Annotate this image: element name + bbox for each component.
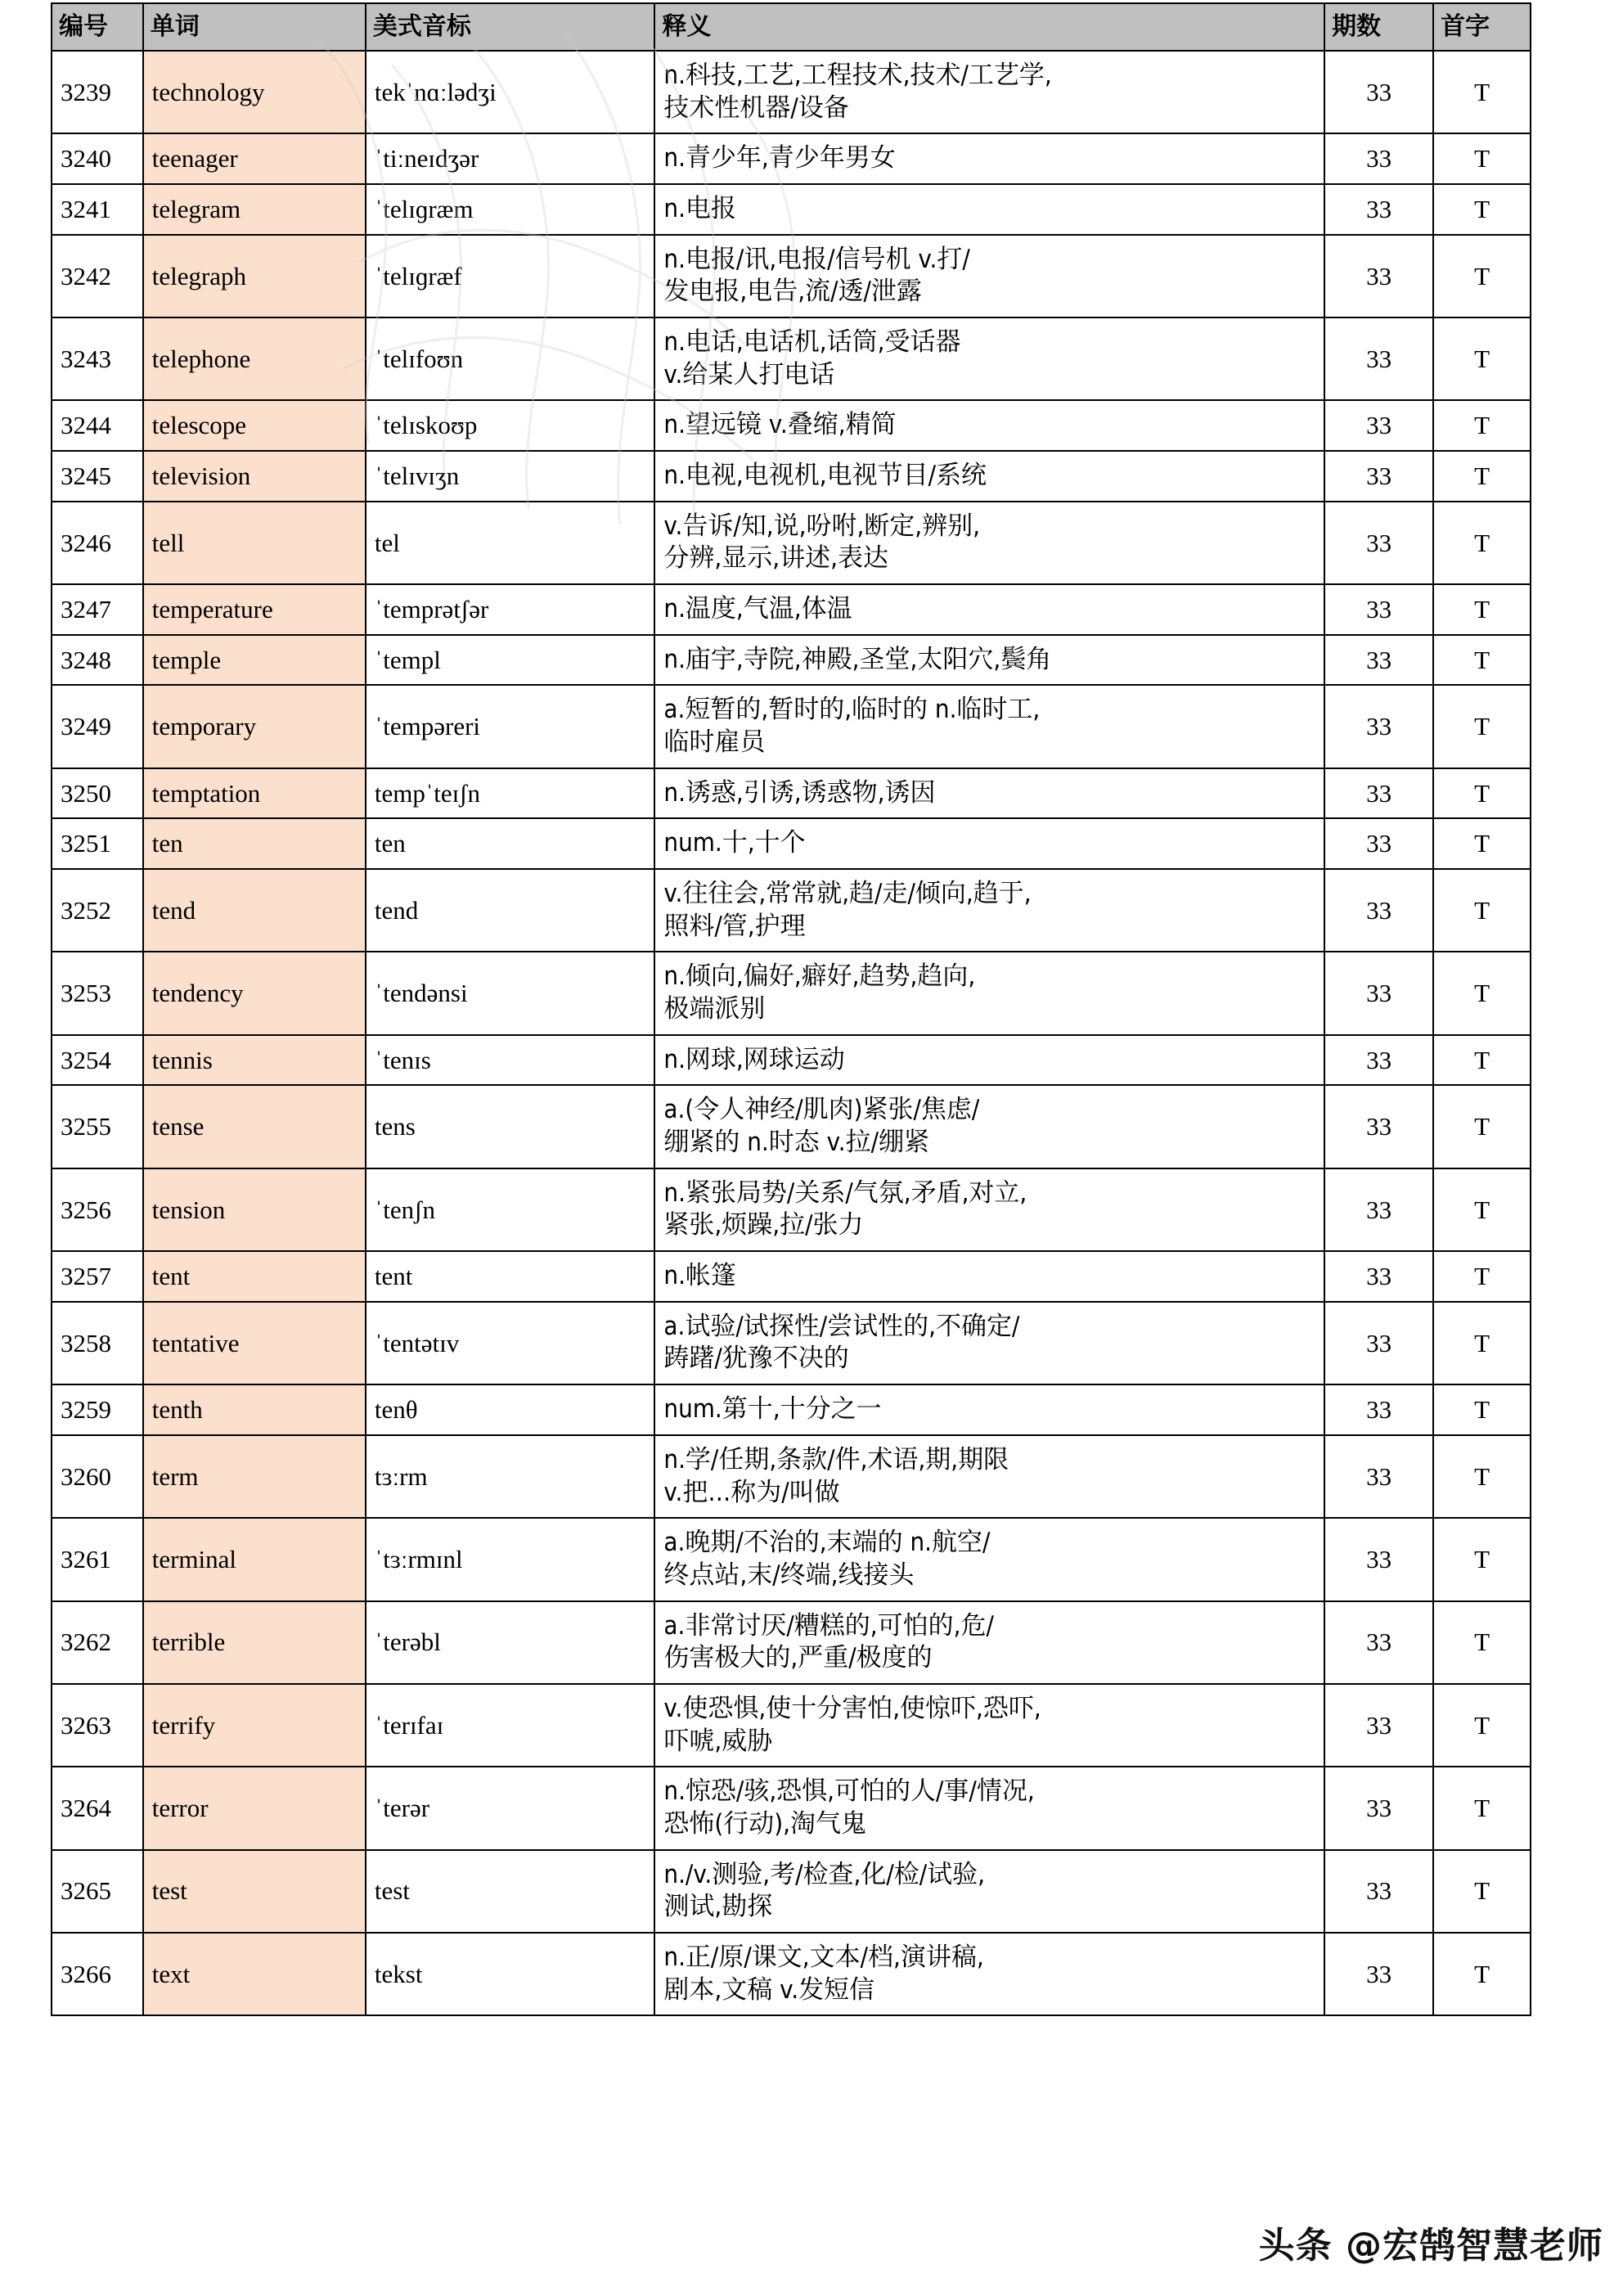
cell-word: tension — [143, 1168, 366, 1251]
cell-ipa: ˈtenɪs — [366, 1035, 654, 1086]
table-row — [52, 1085, 1531, 1168]
definition-line: 发电报,电告,流/透/泄露 — [663, 277, 922, 307]
table-row — [52, 184, 1531, 235]
cell-definition — [654, 685, 1324, 768]
table-row — [52, 1684, 1531, 1767]
cell-definition — [654, 317, 1324, 400]
cell-id: 3246 — [52, 502, 143, 584]
cell-initial: T — [1433, 818, 1531, 869]
cell-id: 3240 — [52, 133, 143, 184]
column-header-id: 编号 — [52, 3, 143, 51]
cell-word: temple — [143, 635, 366, 686]
definition-line: n.青少年,青少年男女 — [663, 143, 896, 173]
cell-word: terminal — [143, 1518, 366, 1600]
cell-initial: T — [1433, 1085, 1531, 1168]
cell-issue: 33 — [1324, 1302, 1433, 1384]
definition-line: a.非常讨厌/糟糕的,可怕的,危/ — [663, 1610, 994, 1641]
cell-definition — [654, 502, 1324, 584]
cell-definition — [654, 1684, 1324, 1767]
cell-ipa: ˈtelɪɡræm — [366, 184, 654, 235]
cell-ipa: ˈtenʃn — [366, 1168, 654, 1251]
cell-issue: 33 — [1324, 1251, 1433, 1302]
cell-ipa: ˈtiːneɪdʒər — [366, 133, 654, 184]
cell-initial: T — [1433, 317, 1531, 400]
cell-issue: 33 — [1324, 818, 1433, 869]
cell-definition — [654, 1850, 1324, 1933]
cell-word: telephone — [143, 317, 366, 400]
table-row — [52, 1601, 1531, 1684]
column-header-word: 单词 — [143, 3, 366, 51]
definition-line: a.试验/试探性/尝试性的,不确定/ — [663, 1311, 1020, 1341]
cell-initial: T — [1433, 502, 1531, 584]
table-row — [52, 51, 1531, 133]
cell-ipa: ˈtelɪfoʊn — [366, 317, 654, 400]
cell-ipa: tekst — [366, 1933, 654, 2015]
cell-id: 3262 — [52, 1601, 143, 1684]
definition-line: 吓唬,威胁 — [663, 1726, 773, 1756]
definition-line: v.往往会,常常就,趋/走/倾向,趋于, — [663, 879, 1032, 909]
vocabulary-table — [51, 2, 1531, 2016]
cell-word: television — [143, 451, 366, 502]
cell-id: 3245 — [52, 451, 143, 502]
cell-definition — [654, 818, 1324, 869]
cell-definition — [654, 1435, 1324, 1518]
cell-issue: 33 — [1324, 1601, 1433, 1684]
header-row — [52, 3, 1531, 51]
column-header-ipa: 美式音标 — [366, 3, 654, 51]
definition-line: 极端派别 — [663, 994, 766, 1024]
cell-ipa: tel — [366, 502, 654, 584]
cell-issue: 33 — [1324, 869, 1433, 952]
table-row — [52, 235, 1531, 317]
cell-id: 3251 — [52, 818, 143, 869]
definition-line: 绷紧的 n.时态 v.拉/绷紧 — [663, 1128, 929, 1158]
cell-issue: 33 — [1324, 1435, 1433, 1518]
table-row — [52, 635, 1531, 686]
cell-id: 3247 — [52, 584, 143, 635]
cell-id: 3261 — [52, 1518, 143, 1600]
cell-ipa: tekˈnɑːlədʒi — [366, 51, 654, 133]
table-row — [52, 584, 1531, 635]
definition-line: v.给某人打电话 — [663, 359, 835, 389]
cell-issue: 33 — [1324, 635, 1433, 686]
cell-ipa: tɜːrm — [366, 1435, 654, 1518]
cell-initial: T — [1433, 1684, 1531, 1767]
cell-ipa: ˈtelɪskoʊp — [366, 400, 654, 451]
cell-issue: 33 — [1324, 1767, 1433, 1849]
definition-line: n.惊恐/骇,恐惧,可怕的人/事/情况, — [663, 1776, 1035, 1807]
table-row — [52, 1302, 1531, 1384]
definition-line: n.科技,工艺,工程技术,技术/工艺学, — [663, 61, 1052, 90]
table-row — [52, 952, 1531, 1034]
definition-line: n.正/原/课文,文本/档,演讲稿, — [663, 1942, 984, 1972]
definition-line: n.诱惑,引诱,诱惑物,诱因 — [663, 777, 936, 808]
cell-word: temperature — [143, 584, 366, 635]
cell-ipa: ˈtɜːrmɪnl — [366, 1518, 654, 1600]
cell-issue: 33 — [1324, 317, 1433, 400]
cell-initial: T — [1433, 400, 1531, 451]
table-row — [52, 1384, 1531, 1435]
definition-line: n.紧张局势/关系/气氛,矛盾,对立, — [663, 1177, 1027, 1208]
cell-id: 3242 — [52, 235, 143, 317]
cell-word: tennis — [143, 1035, 366, 1086]
cell-ipa: ˈtempl — [366, 635, 654, 686]
cell-word: tent — [143, 1251, 366, 1302]
author-watermark: 头条 @宏鹄智慧老师 — [1258, 2225, 1603, 2267]
definition-line: n.学/任期,条款/件,术语,期,期限 — [663, 1444, 1009, 1474]
cell-issue: 33 — [1324, 1085, 1433, 1168]
definition-line: n.电报/讯,电报/信号机 v.打/ — [663, 244, 970, 274]
cell-definition — [654, 584, 1324, 635]
cell-word: teenager — [143, 133, 366, 184]
cell-ipa: ˈtemprətʃər — [366, 584, 654, 635]
cell-issue: 33 — [1324, 1850, 1433, 1933]
cell-initial: T — [1433, 1384, 1531, 1435]
cell-id: 3257 — [52, 1251, 143, 1302]
cell-issue: 33 — [1324, 768, 1433, 819]
table-row — [52, 133, 1531, 184]
column-header-initial: 首字 — [1433, 3, 1531, 51]
column-header-issue: 期数 — [1324, 3, 1433, 51]
cell-ipa: tend — [366, 869, 654, 952]
cell-initial: T — [1433, 184, 1531, 235]
definition-line: 技术性机器/设备 — [663, 92, 849, 123]
cell-ipa: ˈtentətɪv — [366, 1302, 654, 1384]
cell-word: temptation — [143, 768, 366, 819]
cell-definition — [654, 952, 1324, 1034]
cell-definition — [654, 184, 1324, 235]
cell-word: tendency — [143, 952, 366, 1034]
cell-definition — [654, 133, 1324, 184]
cell-ipa: tenθ — [366, 1384, 654, 1435]
table-row — [52, 1767, 1531, 1849]
cell-initial: T — [1433, 51, 1531, 133]
cell-initial: T — [1433, 1767, 1531, 1849]
cell-initial: T — [1433, 1035, 1531, 1086]
cell-definition — [654, 1933, 1324, 2015]
cell-issue: 33 — [1324, 400, 1433, 451]
cell-ipa: ˈtelɪɡræf — [366, 235, 654, 317]
cell-word: terrify — [143, 1684, 366, 1767]
cell-definition — [654, 1251, 1324, 1302]
cell-initial: T — [1433, 451, 1531, 502]
table-row — [52, 317, 1531, 400]
cell-id: 3265 — [52, 1850, 143, 1933]
cell-issue: 33 — [1324, 1035, 1433, 1086]
table-row — [52, 1035, 1531, 1086]
cell-issue: 33 — [1324, 133, 1433, 184]
cell-id: 3248 — [52, 635, 143, 686]
definition-line: n.电话,电话机,话筒,受话器 — [663, 327, 961, 358]
cell-initial: T — [1433, 952, 1531, 1034]
definition-line: n.电视,电视机,电视节目/系统 — [663, 461, 987, 491]
cell-id: 3260 — [52, 1435, 143, 1518]
cell-initial: T — [1433, 1435, 1531, 1518]
cell-initial: T — [1433, 133, 1531, 184]
cell-ipa: tempˈteɪʃn — [366, 768, 654, 819]
definition-line: 分辨,显示,讲述,表达 — [663, 543, 888, 574]
cell-initial: T — [1433, 1518, 1531, 1600]
cell-initial: T — [1433, 1251, 1531, 1302]
definition-line: 恐怖(行动),淘气鬼 — [663, 1808, 867, 1839]
cell-id: 3250 — [52, 768, 143, 819]
cell-definition — [654, 1767, 1324, 1849]
table-row — [52, 818, 1531, 869]
cell-initial: T — [1433, 685, 1531, 768]
definition-line: n.电报 — [663, 194, 736, 224]
cell-word: text — [143, 1933, 366, 2015]
cell-id: 3244 — [52, 400, 143, 451]
cell-issue: 33 — [1324, 952, 1433, 1034]
cell-ipa: tent — [366, 1251, 654, 1302]
cell-word: telescope — [143, 400, 366, 451]
cell-word: ten — [143, 818, 366, 869]
cell-ipa: ˈterər — [366, 1767, 654, 1849]
cell-id: 3254 — [52, 1035, 143, 1086]
cell-initial: T — [1433, 1168, 1531, 1251]
cell-initial: T — [1433, 1302, 1531, 1384]
cell-issue: 33 — [1324, 451, 1433, 502]
cell-id: 3255 — [52, 1085, 143, 1168]
definition-line: a.晚期/不治的,末端的 n.航空/ — [663, 1528, 991, 1558]
definition-line: n.温度,气温,体温 — [663, 594, 852, 624]
table-row — [52, 869, 1531, 952]
cell-word: temporary — [143, 685, 366, 768]
cell-issue: 33 — [1324, 235, 1433, 317]
definition-line: a.短暂的,暂时的,临时的 n.临时工, — [663, 695, 1041, 725]
definition-line: v.把…称为/叫做 — [663, 1477, 840, 1507]
cell-initial: T — [1433, 635, 1531, 686]
table-row — [52, 400, 1531, 451]
cell-ipa: ˈtendənsi — [366, 952, 654, 1034]
cell-id: 3266 — [52, 1933, 143, 2015]
cell-word: terrible — [143, 1601, 366, 1684]
cell-definition — [654, 768, 1324, 819]
table-row — [52, 502, 1531, 584]
cell-definition — [654, 1384, 1324, 1435]
cell-issue: 33 — [1324, 1933, 1433, 2015]
cell-definition — [654, 1035, 1324, 1086]
cell-initial: T — [1433, 869, 1531, 952]
table-header — [52, 3, 1531, 51]
definition-line: 剧本,文稿 v.发短信 — [663, 1974, 875, 2005]
cell-ipa: tens — [366, 1085, 654, 1168]
definition-line: 紧张,烦躁,拉/张力 — [663, 1210, 864, 1240]
cell-word: term — [143, 1435, 366, 1518]
cell-word: telegram — [143, 184, 366, 235]
column-header-definition: 释义 — [654, 3, 1324, 51]
cell-word: tell — [143, 502, 366, 584]
cell-ipa: ten — [366, 818, 654, 869]
cell-issue: 33 — [1324, 502, 1433, 584]
cell-issue: 33 — [1324, 1384, 1433, 1435]
cell-word: tend — [143, 869, 366, 952]
definition-line: 测试,勘探 — [663, 1892, 773, 1922]
cell-word: telegraph — [143, 235, 366, 317]
definition-line: n.庙宇,寺院,神殿,圣堂,太阳穴,鬓角 — [663, 644, 1052, 674]
cell-id: 3252 — [52, 869, 143, 952]
cell-issue: 33 — [1324, 1684, 1433, 1767]
definition-line: v.告诉/知,说,吩咐,断定,辨别, — [663, 511, 981, 541]
cell-definition — [654, 400, 1324, 451]
definition-line: n.倾向,偏好,癖好,趋势,趋向, — [663, 961, 976, 992]
cell-id: 3258 — [52, 1302, 143, 1384]
definition-line: 终点站,末/终端,线接头 — [663, 1560, 915, 1590]
cell-id: 3241 — [52, 184, 143, 235]
table-row — [52, 1518, 1531, 1600]
cell-initial: T — [1433, 1601, 1531, 1684]
cell-word: technology — [143, 51, 366, 133]
cell-issue: 33 — [1324, 1518, 1433, 1600]
definition-line: 照料/管,护理 — [663, 911, 806, 941]
cell-definition — [654, 1085, 1324, 1168]
cell-definition — [654, 451, 1324, 502]
table-row — [52, 1850, 1531, 1933]
table-row — [52, 1168, 1531, 1251]
cell-definition — [654, 235, 1324, 317]
table-row — [52, 451, 1531, 502]
definition-line: n./v.测验,考/检查,化/检/试验, — [663, 1859, 986, 1889]
cell-issue: 33 — [1324, 685, 1433, 768]
definition-line: n.望远镜 v.叠缩,精简 — [663, 410, 897, 440]
table-row — [52, 1251, 1531, 1302]
cell-ipa: ˈtelɪvɪʒn — [366, 451, 654, 502]
cell-definition — [654, 869, 1324, 952]
table-row — [52, 1435, 1531, 1518]
cell-initial: T — [1433, 584, 1531, 635]
cell-ipa: ˈtempəreri — [366, 685, 654, 768]
cell-issue: 33 — [1324, 1168, 1433, 1251]
cell-definition — [654, 1518, 1324, 1600]
cell-id: 3263 — [52, 1684, 143, 1767]
cell-id: 3239 — [52, 51, 143, 133]
definition-line: 临时雇员 — [663, 727, 766, 758]
cell-ipa: test — [366, 1850, 654, 1933]
cell-issue: 33 — [1324, 584, 1433, 635]
definition-line: n.网球,网球运动 — [663, 1044, 845, 1074]
table-row — [52, 685, 1531, 768]
table-row — [52, 768, 1531, 819]
definition-line: n.帐篷 — [663, 1261, 736, 1291]
cell-word: terror — [143, 1767, 366, 1849]
cell-issue: 33 — [1324, 51, 1433, 133]
definition-line: num.十,十个 — [663, 828, 806, 858]
cell-initial: T — [1433, 768, 1531, 819]
definition-line: 伤害极大的,严重/极度的 — [663, 1643, 933, 1673]
definition-line: 踌躇/犹豫不决的 — [663, 1344, 849, 1374]
cell-id: 3256 — [52, 1168, 143, 1251]
cell-issue: 33 — [1324, 184, 1433, 235]
table-row — [52, 1933, 1531, 2015]
cell-initial: T — [1433, 1933, 1531, 2015]
table-body — [52, 51, 1531, 2015]
cell-initial: T — [1433, 235, 1531, 317]
definition-line: num.第十,十分之一 — [663, 1394, 882, 1425]
cell-id: 3259 — [52, 1384, 143, 1435]
cell-id: 3264 — [52, 1767, 143, 1849]
definition-line: a.(令人神经/肌肉)紧张/焦虑/ — [663, 1095, 980, 1125]
cell-definition — [654, 1168, 1324, 1251]
cell-ipa: ˈterəbl — [366, 1601, 654, 1684]
cell-initial: T — [1433, 1850, 1531, 1933]
cell-ipa: ˈterɪfaɪ — [366, 1684, 654, 1767]
cell-definition — [654, 51, 1324, 133]
cell-word: test — [143, 1850, 366, 1933]
cell-definition — [654, 635, 1324, 686]
cell-id: 3243 — [52, 317, 143, 400]
cell-word: tentative — [143, 1302, 366, 1384]
cell-word: tenth — [143, 1384, 366, 1435]
definition-line: v.使恐惧,使十分害怕,使惊吓,恐吓, — [663, 1693, 1041, 1723]
cell-id: 3249 — [52, 685, 143, 768]
cell-definition — [654, 1601, 1324, 1684]
cell-definition — [654, 1302, 1324, 1384]
cell-id: 3253 — [52, 952, 143, 1034]
cell-word: tense — [143, 1085, 366, 1168]
